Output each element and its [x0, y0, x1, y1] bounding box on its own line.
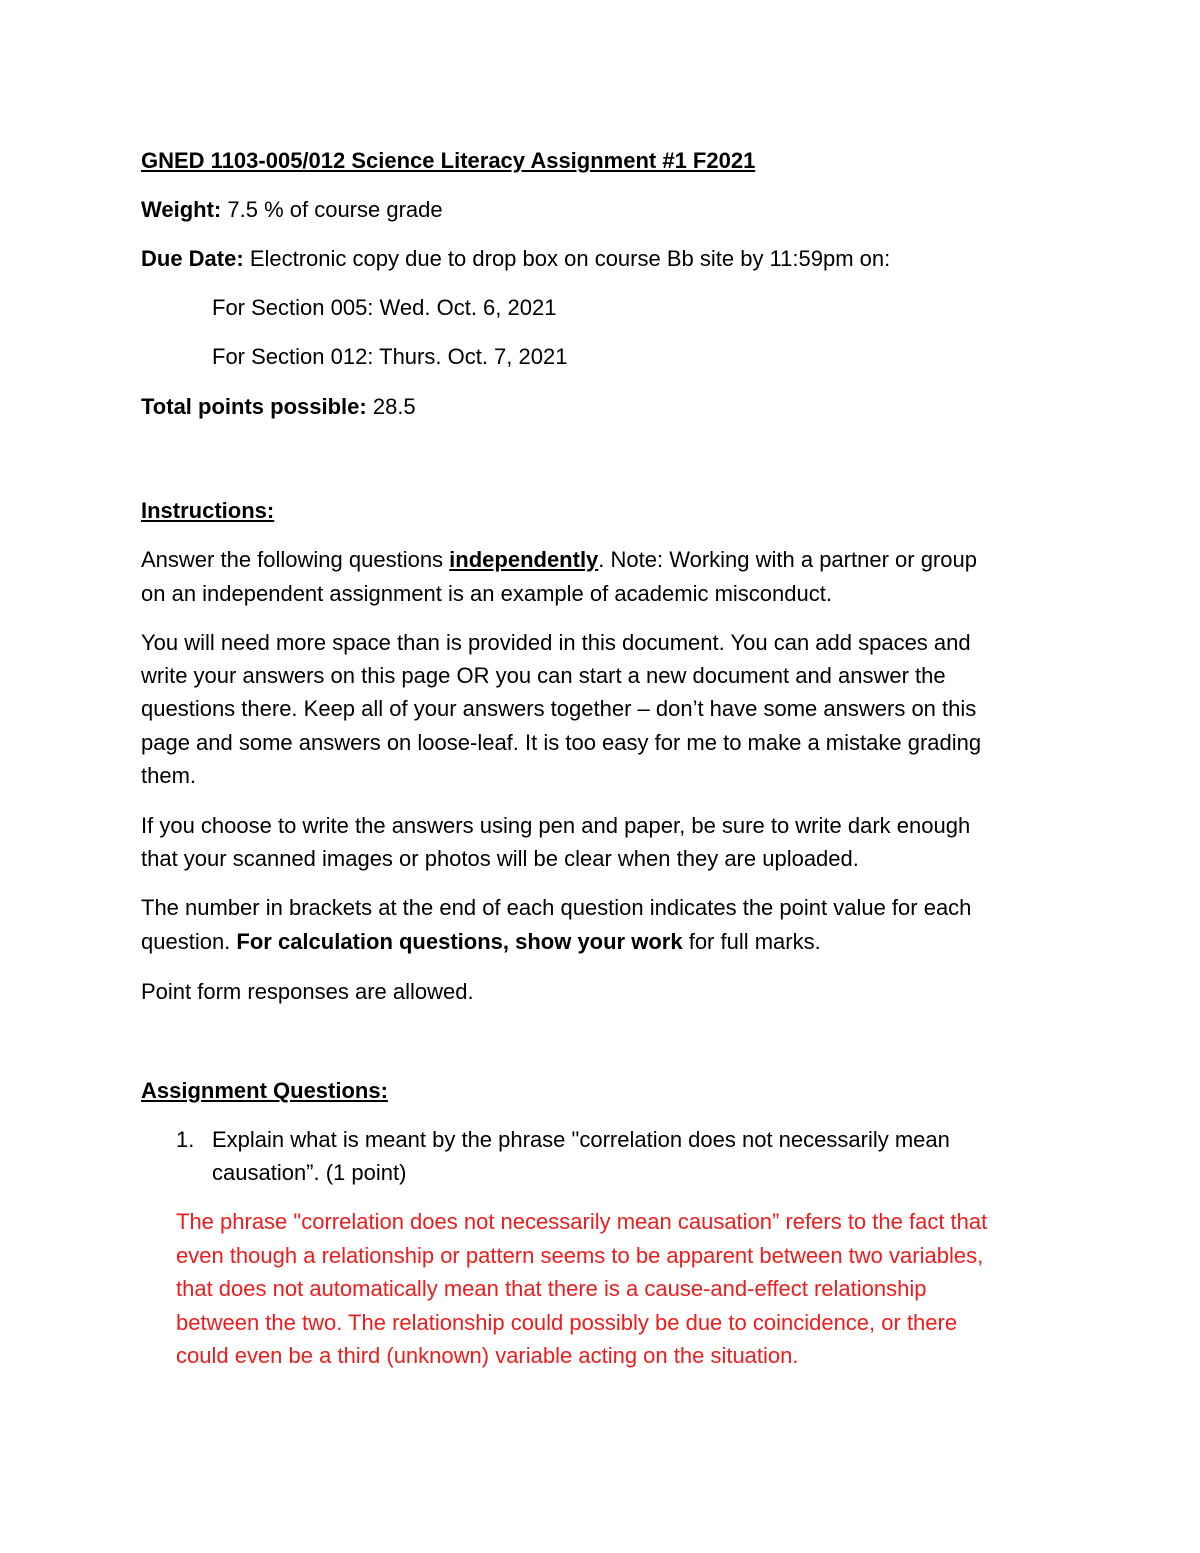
p1-text: Answer the following questions: [141, 547, 450, 572]
answer-1-line: The phrase "correlation does not necessarily mean causation” refers to the fact that: [176, 1209, 988, 1234]
question-1-line: causation”. (1 point): [212, 1160, 407, 1185]
total-points-value: 28.5: [372, 394, 416, 419]
question-1-number: 1.: [176, 1127, 195, 1152]
instructions-p2-line: them.: [141, 763, 197, 788]
p4-bold: For calculation questions, show your work: [236, 929, 683, 954]
instructions-p5: Point form responses are allowed.: [141, 979, 474, 1004]
section-012-due: For Section 012: Thurs. Oct. 7, 2021: [212, 344, 568, 369]
questions-heading: Assignment Questions:: [141, 1078, 388, 1103]
answer-1-line: even though a relationship or pattern seems to be apparent between two variables,: [176, 1243, 984, 1268]
p4-text: question.: [141, 929, 237, 954]
total-points-label: Total points possible:: [141, 394, 367, 419]
document-title: GNED 1103-005/012 Science Literacy Assignment #1 F2021: [141, 148, 756, 173]
p1-text-post: . Note: Working with a partner or group: [598, 547, 977, 572]
instructions-p2-line: You will need more space than is provided in this document. You can add spaces and: [141, 630, 971, 655]
instructions-p2-line: write your answers on this page OR you can start a new document and answer the: [141, 663, 946, 688]
weight-value: 7.5 % of course grade: [227, 197, 443, 222]
instructions-p1-line2: on an independent assignment is an example of academic misconduct.: [141, 581, 832, 606]
weight-line: [141, 193, 443, 226]
instructions-heading: Instructions:: [141, 498, 275, 523]
instructions-p4-line2: [141, 925, 821, 958]
instructions-p1-line1: [141, 543, 977, 576]
weight-label: Weight:: [141, 197, 222, 222]
answer-1-line: could even be a third (unknown) variable acting on the situation.: [176, 1343, 799, 1368]
total-points-line: [141, 390, 416, 423]
due-date-line: [141, 242, 890, 275]
instructions-p4-line1: The number in brackets at the end of each question indicates the point value for each: [141, 895, 972, 920]
answer-1-line: that does not automatically mean that there is a cause-and-effect relationship: [176, 1276, 927, 1301]
answer-1-line: between the two. The relationship could possibly be due to coincidence, or there: [176, 1310, 958, 1335]
p1-emphasis: independently: [449, 547, 599, 572]
instructions-p2-line: page and some answers on loose-leaf. It is too easy for me to make a mistake grading: [141, 730, 982, 755]
instructions-p3-line: that your scanned images or photos will be clear when they are uploaded.: [141, 846, 859, 871]
instructions-p2-line: questions there. Keep all of your answers together – don’t have some answers on this: [141, 696, 977, 721]
question-1-line: Explain what is meant by the phrase "correlation does not necessarily mean: [212, 1127, 950, 1152]
section-005-due: For Section 005: Wed. Oct. 6, 2021: [212, 295, 557, 320]
due-date-value: Electronic copy due to drop box on course Bb site by 11:59pm on:: [249, 246, 891, 271]
instructions-p3-line: If you choose to write the answers using pen and paper, be sure to write dark enough: [141, 813, 971, 838]
p4-text-post: for full marks.: [682, 929, 821, 954]
due-date-label: Due Date:: [141, 246, 244, 271]
